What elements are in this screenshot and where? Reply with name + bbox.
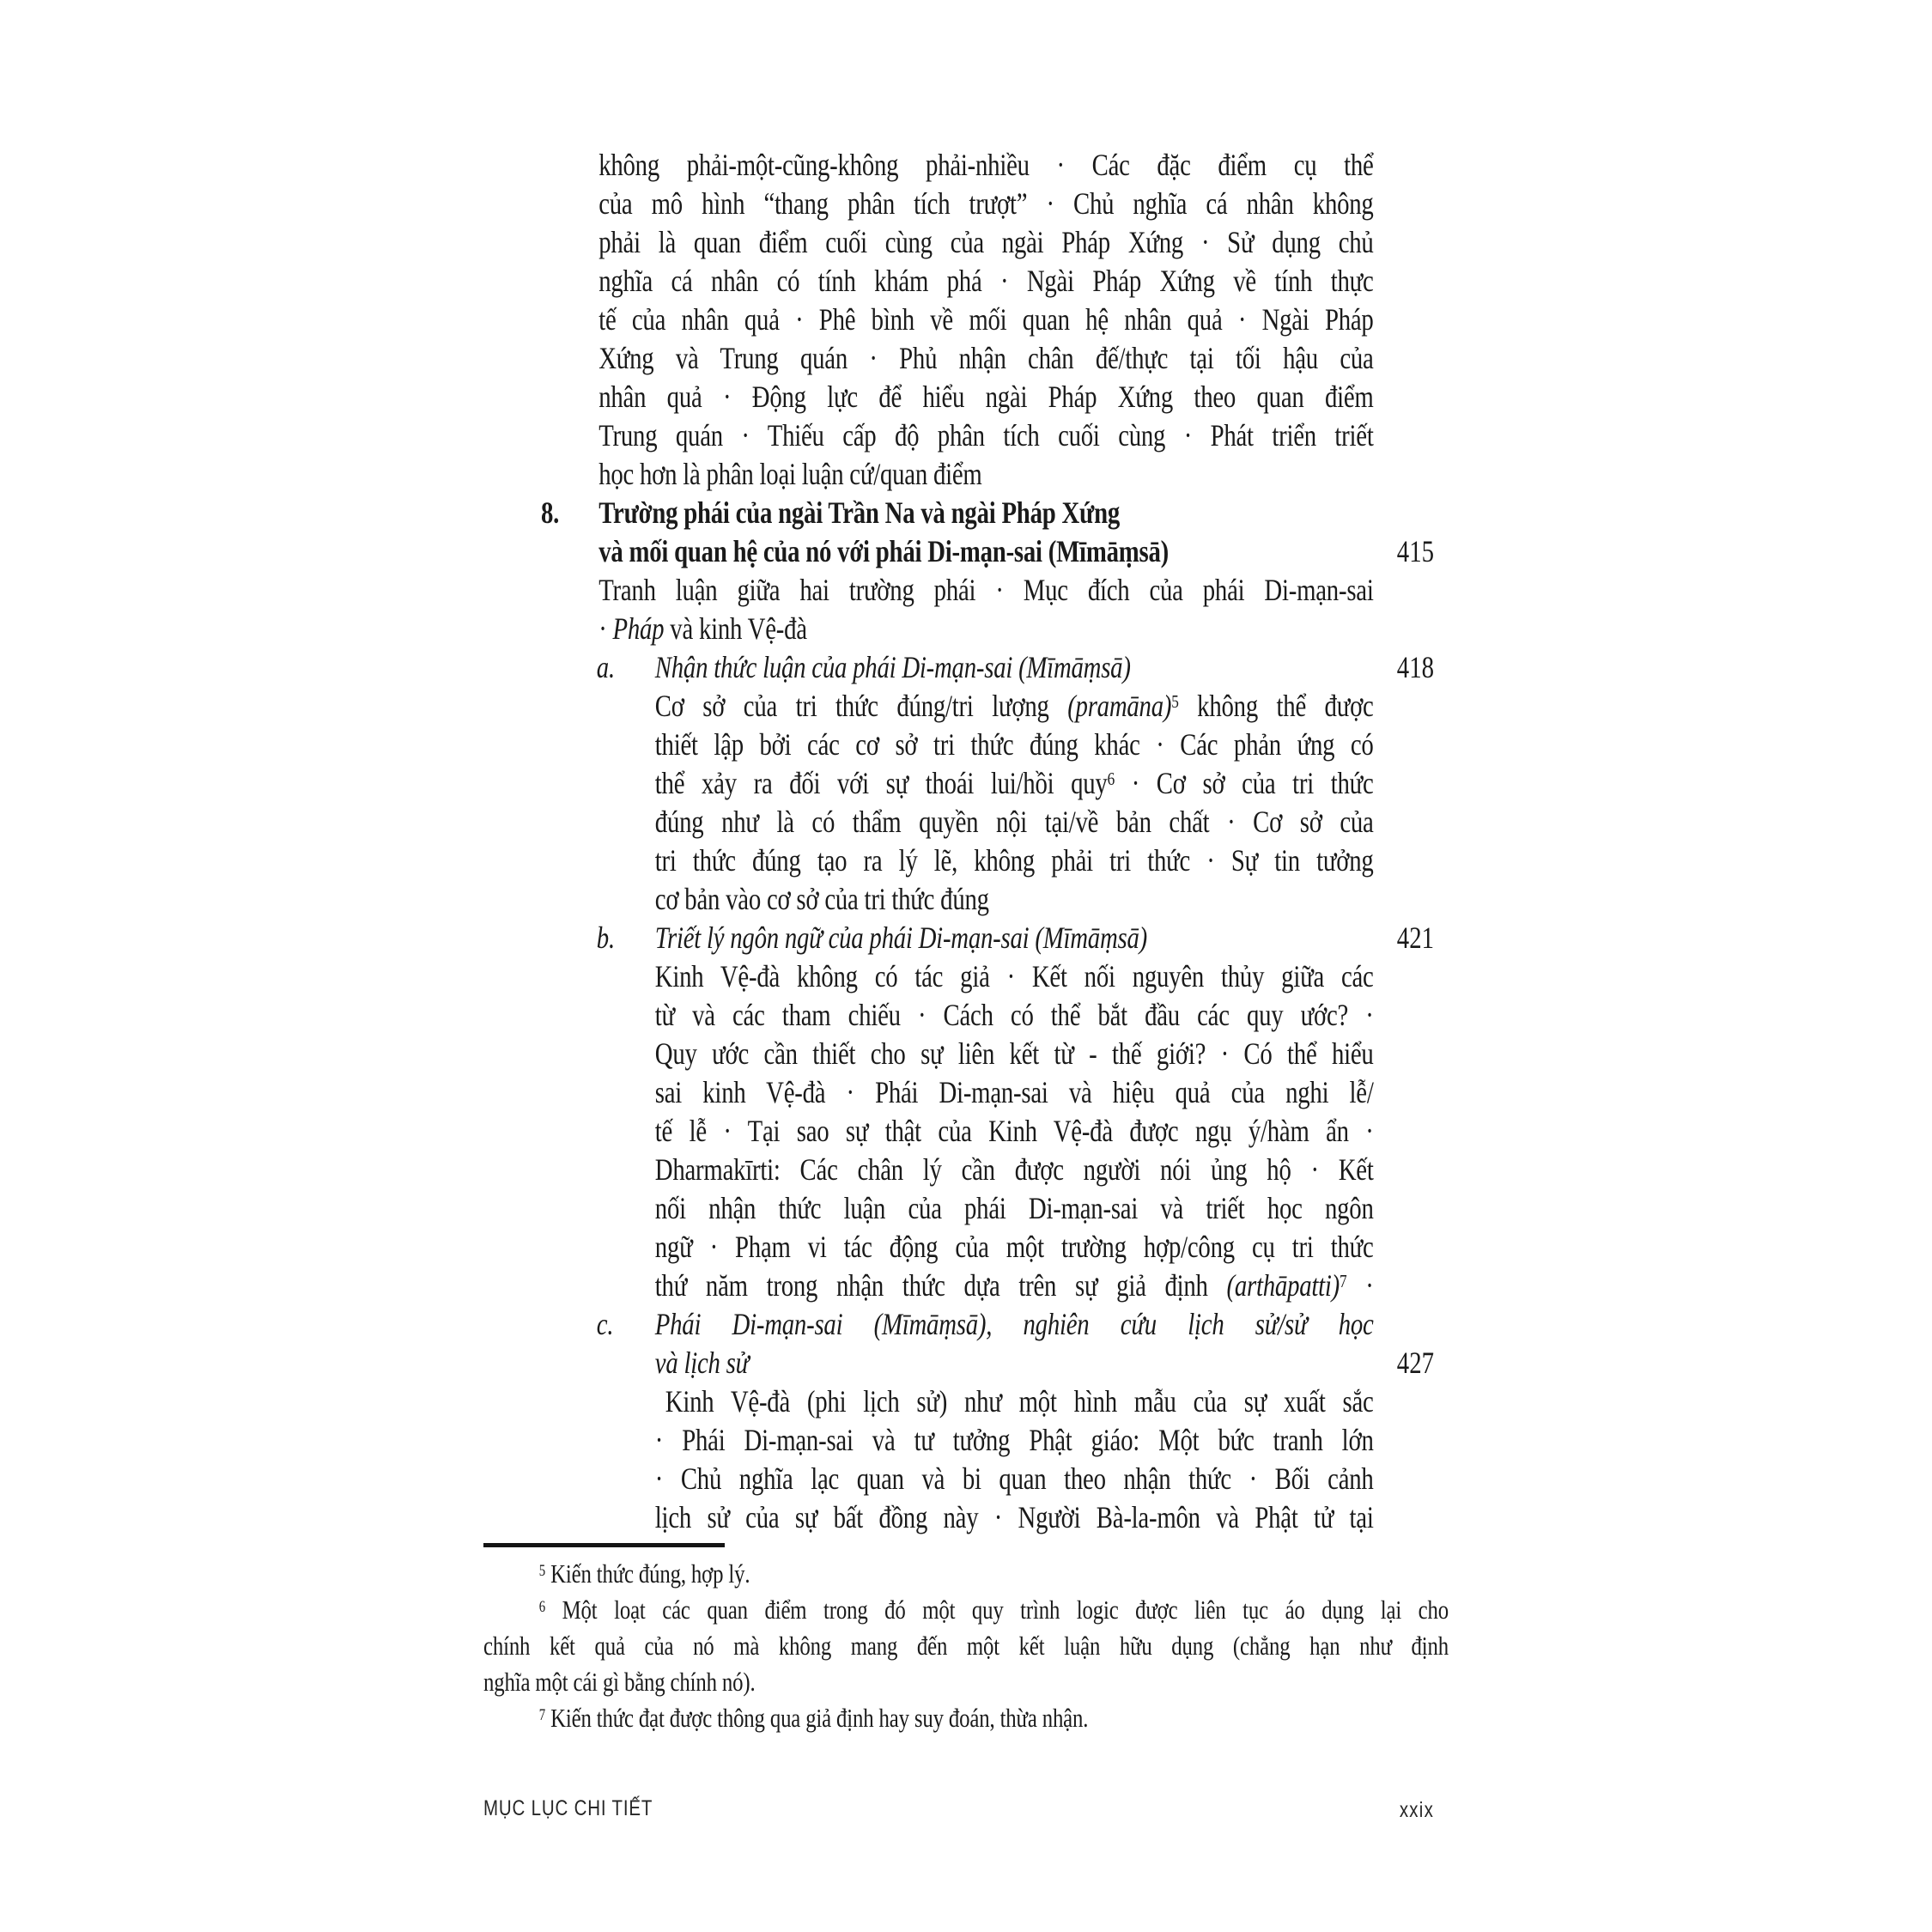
toc-subsection-letter: a.	[596, 650, 615, 684]
running-footer-title: MỤC LỤC CHI TIẾT	[483, 1796, 653, 1820]
toc-continuation-line	[541, 339, 1434, 378]
footnote-marker: 7	[1340, 1271, 1347, 1292]
toc-subsection-summary-line	[541, 880, 1434, 919]
footnote-line	[483, 1592, 1449, 1628]
toc-item-title-line	[541, 494, 1434, 532]
text-segment: ·	[1346, 1268, 1374, 1303]
toc-subsection-summary-line	[541, 1073, 1434, 1112]
text-segment: tế lễ · Tại sao sự thật của Kinh Vệ-đà được ngụ ý/hàm ẩn ·	[654, 1114, 1374, 1148]
toc-item-summary-line	[541, 610, 1434, 648]
footnote-marker: 5	[538, 1561, 546, 1580]
text-segment: ·	[598, 611, 613, 646]
footnote-marker: 7	[538, 1705, 546, 1724]
entry-page-number: 418	[1396, 650, 1434, 684]
text-segment: Cơ sở của tri thức đúng/tri lượng	[654, 689, 1068, 723]
footnote-line	[483, 1556, 1449, 1592]
toc-continuation-line	[541, 301, 1434, 339]
toc-subsection-summary-line	[541, 1267, 1434, 1305]
text-segment: từ và các tham chiếu · Cách có thể bắt đầu các quy ước? ·	[654, 998, 1374, 1032]
text-segment: chính kết quả của nó mà không mang đến một kết luận hữu dụng (chẳng hạn như định	[483, 1631, 1449, 1661]
text-segment: Xứng và Trung quán · Phủ nhận chân đế/thực tại tối hậu của	[598, 341, 1374, 375]
text-segment: Trường phái của ngài Trần Na và ngài Pháp Xứng	[598, 495, 1121, 530]
toc-subsection-letter: c.	[596, 1307, 614, 1341]
toc-item-number: 8.	[541, 495, 560, 530]
text-segment: học hơn là phân loại luận cứ/quan điểm	[598, 457, 982, 491]
toc-subsection-summary-line	[541, 1151, 1434, 1189]
footnotes-block	[483, 1556, 1449, 1736]
toc-subsection-title-line	[541, 648, 1434, 687]
toc-subsection-summary-line	[541, 726, 1434, 764]
toc-subsection-letter: b.	[596, 920, 615, 955]
toc-continuation-line	[541, 455, 1434, 494]
footnote-line	[483, 1700, 1449, 1736]
footnote-marker: 5	[1171, 691, 1179, 713]
footnote-rule	[483, 1543, 725, 1547]
text-segment: tri thức đúng tạo ra lý lẽ, không phải tri thức · Sự tin tưởng	[654, 843, 1374, 878]
text-segment: Một loạt các quan điểm trong đó một quy trình logic được liên tục áo dụng lại cho	[545, 1595, 1449, 1625]
toc-subsection-summary-line	[541, 957, 1434, 996]
toc-subsection-summary-line	[541, 1421, 1434, 1460]
text-segment: lịch sử của sự bất đồng này · Người Bà-la-môn và Phật tử tại	[654, 1500, 1374, 1534]
text-segment: (pramāna)	[1067, 689, 1172, 723]
text-segment: · Cơ sở của tri thức	[1114, 766, 1374, 800]
text-segment: không thể được	[1178, 689, 1374, 723]
text-segment: cơ bản vào cơ sở của tri thức đúng	[654, 882, 989, 916]
text-segment: Kinh Vệ-đà không có tác giả · Kết nối nguyên thủy giữa các	[654, 959, 1374, 993]
footnote-line	[483, 1628, 1449, 1664]
toc-subsection-summary-line	[541, 1498, 1434, 1537]
text-segment: Trung quán · Thiếu cấp độ phân tích cuối cùng · Phát triển triết	[598, 418, 1374, 453]
toc-continuation-line	[541, 262, 1434, 301]
toc-subsection-summary-line	[541, 1228, 1434, 1267]
toc-subsection-summary-line	[541, 1112, 1434, 1151]
text-segment: đúng như là có thẩm quyền nội tại/về bản chất · Cơ sở của	[654, 805, 1374, 839]
toc-subsection-title-line	[541, 1305, 1434, 1344]
toc-subsection-title-line	[541, 1344, 1434, 1382]
text-segment: và kinh Vệ-đà	[664, 611, 807, 646]
text-segment: Kiến thức đạt được thông qua giả định hay suy đoán, thừa nhận.	[545, 1703, 1089, 1733]
toc-item-title-line	[541, 532, 1434, 571]
text-segment: · Chủ nghĩa lạc quan và bi quan theo nhận thức · Bối cảnh	[654, 1461, 1374, 1496]
toc-subsection-title-line	[541, 919, 1434, 957]
toc-item-summary-line	[541, 571, 1434, 610]
text-segment: và mối quan hệ của nó với phái Di-mạn-sai (Mīmāṃsā)	[598, 534, 1169, 568]
text-segment: Dharmakīrti: Các chân lý cần được người nói ủng hộ · Kết	[654, 1152, 1374, 1187]
text-segment: (arthāpatti)	[1226, 1268, 1340, 1303]
footnote-marker: 6	[538, 1597, 546, 1616]
toc-subsection-summary-line	[541, 803, 1434, 841]
text-segment: không phải-một-cũng-không phải-nhiều · Các đặc điểm cụ thể	[598, 148, 1374, 182]
toc-continuation-line	[541, 146, 1434, 185]
page-number-roman: xxix	[1399, 1798, 1434, 1822]
toc-subsection-summary-line	[541, 996, 1434, 1035]
toc-subsection-summary-line	[541, 1189, 1434, 1228]
text-segment: sai kinh Vệ-đà · Phái Di-mạn-sai và hiệu quả của nghi lễ/	[654, 1075, 1374, 1109]
text-segment: Kinh Vệ-đà (phi lịch sử) như một hình mẫu của sự xuất sắc	[665, 1384, 1374, 1419]
toc-continuation-line	[541, 185, 1434, 223]
toc-continuation-line	[541, 378, 1434, 416]
text-segment: nghĩa một cái gì bằng chính nó).	[483, 1667, 756, 1697]
text-segment: Nhận thức luận của phái Di-mạn-sai (Mīmāṃsā)	[654, 650, 1131, 684]
toc-continuation-line	[541, 223, 1434, 262]
entry-page-number: 415	[1396, 534, 1434, 568]
text-segment: nối nhận thức luận của phái Di-mạn-sai và triết học ngôn	[654, 1191, 1374, 1225]
text-segment: thiết lập bởi các cơ sở tri thức đúng khác · Các phản ứng có	[654, 727, 1374, 762]
toc-subsection-summary-line	[541, 687, 1434, 726]
text-segment: và lịch sử	[654, 1346, 750, 1380]
toc-subsection-summary-line	[541, 764, 1434, 803]
text-segment: nghĩa cá nhân có tính khám phá · Ngài Pháp Xứng về tính thực	[598, 264, 1374, 298]
text-segment: Kiến thức đúng, hợp lý.	[545, 1558, 750, 1589]
toc-subsection-summary-line	[541, 1382, 1434, 1421]
text-segment: Quy ước cần thiết cho sự liên kết từ - thế giới? · Có thể hiểu	[654, 1036, 1374, 1071]
toc-subsection-summary-line	[541, 841, 1434, 880]
text-segment: thứ năm trong nhận thức dựa trên sự giả định	[654, 1268, 1227, 1303]
toc-subsection-summary-line	[541, 1035, 1434, 1073]
text-segment: tế của nhân quả · Phê bình về mối quan hệ nhân quả · Ngài Pháp	[598, 302, 1374, 337]
entry-page-number: 427	[1396, 1346, 1434, 1380]
table-of-contents	[541, 146, 1434, 1537]
text-segment: Triết lý ngôn ngữ của phái Di-mạn-sai (Mīmāṃsā)	[654, 920, 1147, 955]
text-segment: ngữ · Phạm vi tác động của một trường hợp/công cụ tri thức	[654, 1230, 1374, 1264]
toc-continuation-line	[541, 416, 1434, 455]
toc-subsection-summary-line	[541, 1460, 1434, 1498]
footnote-line	[483, 1664, 1449, 1700]
text-segment: nhân quả · Động lực để hiểu ngài Pháp Xứng theo quan điểm	[598, 380, 1374, 414]
entry-page-number: 421	[1396, 920, 1434, 955]
text-segment: phải là quan điểm cuối cùng của ngài Pháp Xứng · Sử dụng chủ	[598, 225, 1374, 259]
text-segment: · Phái Di-mạn-sai và tư tưởng Phật giáo: Một bức tranh lớn	[654, 1423, 1374, 1457]
text-segment: Phái Di-mạn-sai (Mīmāṃsā), nghiên cứu lịch sử/sử học	[654, 1307, 1374, 1341]
text-segment: Tranh luận giữa hai trường phái · Mục đích của phái Di-mạn-sai	[598, 573, 1374, 607]
footnote-marker: 6	[1107, 769, 1115, 790]
text-segment: thể xảy ra đối với sự thoái lui/hồi quy	[654, 766, 1108, 800]
text-segment: Pháp	[612, 611, 665, 646]
text-segment: của mô hình “thang phân tích trượt” · Chủ nghĩa cá nhân không	[598, 186, 1374, 221]
